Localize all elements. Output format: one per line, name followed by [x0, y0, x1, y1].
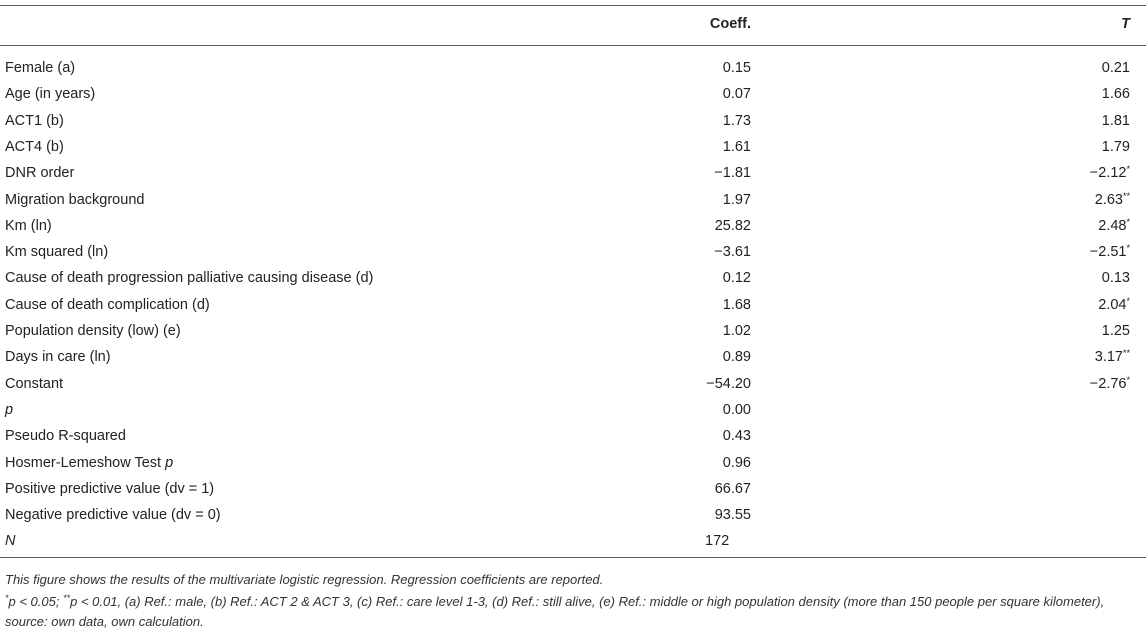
row-label	[5, 213, 52, 239]
row-label	[5, 450, 173, 476]
header-t: T	[1121, 16, 1130, 32]
row-label-text: Hosmer-Lemeshow Test	[5, 454, 166, 471]
t-value: 0.21	[1101, 60, 1130, 76]
coeff-cell: 0.07	[722, 86, 751, 103]
row-label-text: Age (in years)	[5, 86, 96, 103]
table-row	[0, 318, 1146, 344]
sig-text-1: p < 0.05;	[8, 594, 64, 609]
row-label-text: Km (ln)	[5, 217, 52, 234]
row-label	[5, 423, 126, 449]
coeff-cell: 1.02	[722, 323, 751, 339]
bottom-rule	[0, 557, 1146, 558]
t-value: 1.25	[1101, 323, 1130, 339]
row-label	[5, 318, 181, 344]
table-row	[0, 55, 1146, 81]
coeff-cell: 0.12	[722, 270, 751, 287]
significance-marker: *	[1126, 243, 1130, 254]
row-label-text: p	[5, 401, 14, 418]
table-row	[0, 423, 1146, 449]
t-cell	[1090, 371, 1130, 397]
t-cell	[1090, 239, 1130, 265]
row-label-text: N	[5, 533, 16, 550]
row-label	[5, 187, 144, 213]
row-label-text: Days in care (ln)	[5, 349, 111, 366]
table-row	[0, 81, 1146, 107]
row-label-text: Female (a)	[5, 60, 76, 76]
t-cell	[1102, 265, 1130, 291]
coeff-cell: 1.97	[722, 191, 751, 208]
sig-text-2: p < 0.01	[70, 594, 118, 609]
coeff-cell: 66.67	[714, 480, 751, 497]
table-row	[0, 450, 1146, 476]
t-cell	[1102, 55, 1130, 81]
t-value: 2.04	[1098, 296, 1127, 313]
footnote-significance	[5, 592, 1135, 632]
row-label	[5, 55, 75, 81]
table-row	[0, 476, 1146, 502]
row-label	[5, 371, 63, 397]
t-cell	[1102, 318, 1130, 344]
significance-marker: *	[1126, 164, 1130, 175]
table-row	[0, 292, 1146, 318]
significance-marker: **	[1122, 190, 1130, 201]
t-cell	[1098, 213, 1130, 239]
coeff-cell: 1.73	[722, 112, 751, 129]
row-label	[5, 108, 64, 134]
table-row	[0, 397, 1146, 423]
top-rule	[0, 5, 1146, 6]
header-coeff: Coeff.	[709, 16, 751, 32]
coeff-cell: −1.81	[714, 165, 751, 182]
row-label-text: Population density (low) (e)	[5, 323, 181, 339]
coeff-cell: 25.82	[714, 217, 751, 234]
row-label-text: Negative predictive value (dv = 0)	[5, 507, 221, 524]
t-value: 2.48	[1098, 217, 1127, 234]
t-value: 2.63	[1094, 191, 1123, 208]
row-label	[5, 502, 221, 528]
row-label-text: Pseudo R-squared	[5, 428, 126, 445]
sig-marker-1: *	[5, 593, 9, 603]
t-cell	[1102, 81, 1130, 107]
row-label-text: Cause of death progression palliative causing disease (d)	[5, 270, 374, 287]
t-cell	[1095, 187, 1130, 213]
table-row	[0, 239, 1146, 265]
footnote-references: , (a) Ref.: male, (b) Ref.: ACT 2 & ACT 3, (c) Ref.: care level 1-3, (d) Ref.: still alive, (e) Ref.: middle or high population density (more than 150 people per square kilometer), source: own data, own calculation.	[5, 594, 1105, 629]
row-label-text: Cause of death complication (d)	[5, 296, 210, 313]
table-row	[0, 344, 1146, 370]
coeff-cell: 93.55	[714, 507, 751, 524]
coeff-cell: 0.96	[722, 454, 751, 471]
row-label-text: Constant	[5, 375, 64, 392]
t-value: 3.17	[1094, 349, 1123, 366]
coeff-cell: 0.00	[722, 401, 751, 418]
t-value: −2.76	[1089, 375, 1127, 392]
significance-marker: *	[1126, 216, 1130, 227]
table-row	[0, 108, 1146, 134]
table-row	[0, 371, 1146, 397]
t-cell	[1090, 160, 1130, 186]
row-label	[5, 265, 373, 291]
row-label-text: Km squared (ln)	[5, 244, 109, 261]
t-cell	[1098, 292, 1130, 318]
coeff-cell: 1.68	[722, 296, 751, 313]
table-row	[0, 528, 1146, 554]
table-row	[0, 160, 1146, 186]
table-row	[0, 134, 1146, 160]
row-label-text: ACT4 (b)	[5, 138, 64, 155]
row-label-italic: p	[165, 454, 174, 471]
row-label	[5, 239, 108, 265]
coeff-cell: 0.43	[722, 428, 751, 445]
row-label	[5, 292, 210, 318]
significance-marker: *	[1126, 295, 1130, 306]
coeff-cell: −3.61	[714, 244, 751, 261]
table-row	[0, 265, 1146, 291]
t-value: −2.51	[1089, 244, 1127, 261]
t-value: −2.12	[1089, 165, 1127, 182]
significance-marker: *	[1126, 374, 1130, 385]
row-label	[5, 134, 64, 160]
row-label-text: Migration background	[5, 191, 145, 208]
coeff-cell: 172	[705, 533, 730, 550]
t-value: 1.79	[1101, 138, 1130, 155]
coeff-cell: −54.20	[706, 375, 751, 392]
row-label	[5, 476, 214, 502]
row-label	[5, 160, 74, 186]
header-rule	[0, 45, 1146, 46]
table-row	[0, 187, 1146, 213]
t-cell	[1102, 134, 1130, 160]
t-value: 1.81	[1101, 112, 1130, 129]
row-label	[5, 81, 95, 107]
t-cell	[1095, 344, 1130, 370]
t-value: 1.66	[1101, 86, 1130, 103]
row-label-text: ACT1 (b)	[5, 112, 64, 129]
footnote-description: This figure shows the results of the multivariate logistic regression. Regression coefficients are reported.	[5, 572, 604, 587]
coeff-cell: 0.15	[722, 60, 751, 76]
table-row	[0, 213, 1146, 239]
table-row	[0, 502, 1146, 528]
row-label	[5, 397, 13, 423]
row-label-text: DNR order	[5, 165, 75, 182]
row-label	[5, 344, 111, 370]
sig-marker-2: **	[63, 593, 71, 603]
coeff-cell: 0.89	[722, 349, 751, 366]
row-label	[5, 528, 15, 554]
t-cell	[1102, 108, 1130, 134]
significance-marker: **	[1122, 348, 1130, 359]
t-value: 0.13	[1101, 270, 1130, 287]
coeff-cell: 1.61	[722, 138, 751, 155]
row-label-text: Positive predictive value (dv = 1)	[5, 480, 215, 497]
